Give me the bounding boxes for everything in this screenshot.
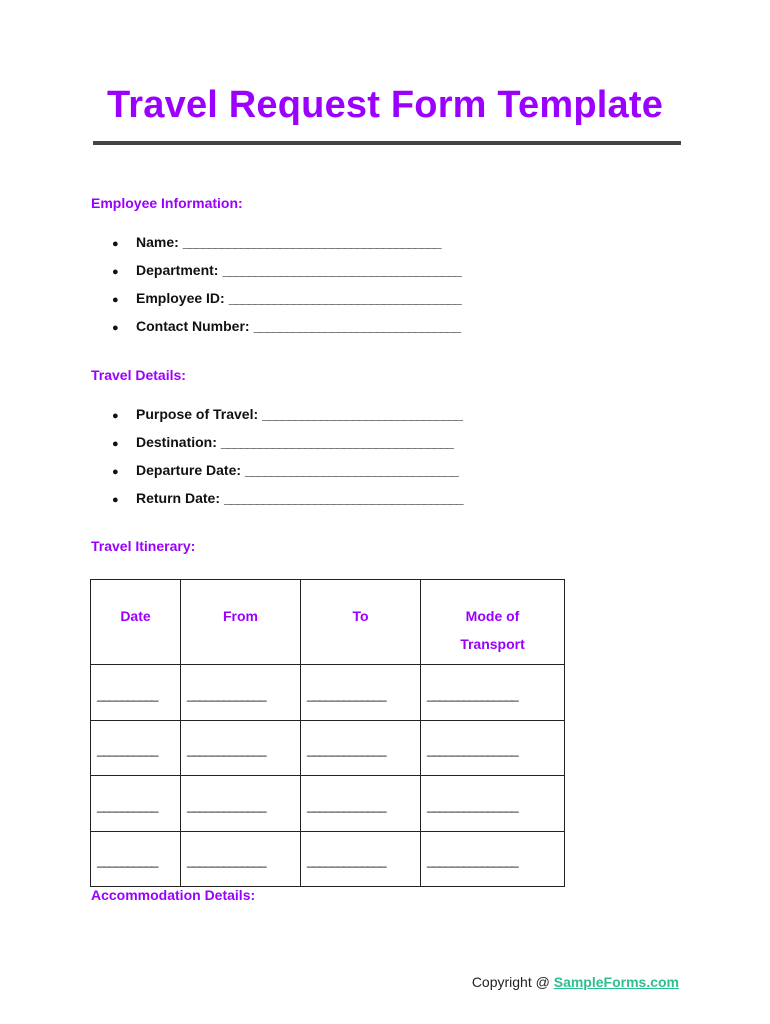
field-label: Name: [136,234,179,250]
itinerary-cell-date: __________ [91,720,181,776]
itinerary-cell-from: _____________ [181,720,301,776]
itinerary-cell-mode: _______________ [421,665,565,721]
itinerary-cell-to: _____________ [301,831,421,887]
field-label: Return Date: [136,490,221,506]
itinerary-cell-date: __________ [91,665,181,721]
page-title: Travel Request Form Template [106,84,664,126]
copyright-text: Copyright @ [471,974,554,990]
field-blank: ____________________________________ [220,434,453,450]
field-blank: ____________________________________ [228,290,461,306]
bullet-icon: ● [112,294,119,306]
field-label: Contact Number: [136,318,250,334]
travel-details-heading: Travel Details: [91,367,186,383]
bullet-icon: ● [112,410,119,422]
itinerary-cell-from: _____________ [181,831,301,887]
bullet-icon: ● [112,494,119,506]
field-blank: ________________________________ [253,318,460,334]
travel-itinerary-heading: Travel Itinerary: [91,538,196,554]
bullet-icon: ● [112,238,119,250]
employee-info-list [112,234,461,346]
itinerary-row [91,720,565,776]
itinerary-row [91,776,565,832]
sampleforms-link[interactable]: SampleForms.com [553,974,679,990]
bullet-icon: ● [112,438,119,450]
field-blank: _____________________________________ [222,262,461,278]
itinerary-cell-date: __________ [91,831,181,887]
field-label: Destination: [136,434,217,450]
copyright-footer [472,974,679,990]
title-divider [93,141,681,145]
bullet-icon: ● [112,266,119,278]
itinerary-cell-to: _____________ [301,776,421,832]
field-department [112,262,461,290]
bullet-icon: ● [112,322,119,334]
field-blank: _____________________________________ [224,490,463,506]
itinerary-row [91,665,565,721]
itinerary-cell-mode: _______________ [421,720,565,776]
field-label: Department: [136,262,219,278]
itinerary-row [91,831,565,887]
field-label: Employee ID: [136,290,225,306]
field-departure-date [112,462,462,490]
column-header-to: To [301,580,421,665]
bullet-icon: ● [112,466,119,478]
itinerary-cell-mode: _______________ [421,831,565,887]
field-label: Departure Date: [136,462,242,478]
itinerary-cell-date: __________ [91,776,181,832]
employee-info-heading: Employee Information: [91,195,243,211]
accommodation-details-heading: Accommodation Details: [91,887,256,903]
itinerary-cell-mode: _______________ [421,776,565,832]
field-label: Purpose of Travel: [136,406,259,422]
itinerary-cell-from: _____________ [181,776,301,832]
column-header-date: Date [91,580,181,665]
itinerary-header-row [91,580,565,665]
field-purpose-of-travel [112,406,462,434]
field-return-date [112,490,462,518]
field-destination [112,434,462,462]
field-contact-number [112,318,461,346]
itinerary-cell-to: _____________ [301,720,421,776]
column-header-from: From [181,580,301,665]
field-blank: _______________________________ [262,406,462,422]
field-blank: _________________________________ [245,462,458,478]
itinerary-table [90,579,565,887]
itinerary-cell-to: _____________ [301,665,421,721]
column-header-mode-of-transport: Mode of Transport [421,580,565,665]
itinerary-cell-from: _____________ [181,665,301,721]
travel-details-list [112,406,462,518]
field-employee-id [112,290,461,318]
field-name [112,234,461,262]
field-blank: ________________________________________ [182,234,441,250]
